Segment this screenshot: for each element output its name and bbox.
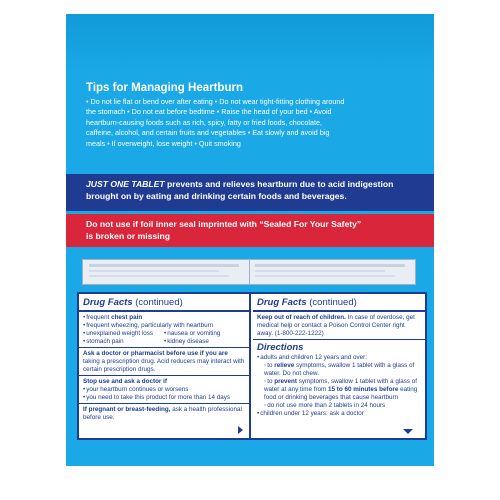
- keep-out-detail: In case of overdose, get medical help or contact a Poison Control Center right away. (1-800-222-1222): [257, 314, 415, 337]
- stop-use-item: • your heartburn continues or worsens: [83, 386, 245, 394]
- keep-out-section: [253, 312, 425, 340]
- stop-use-section: [79, 376, 249, 404]
- box-top-shade: [66, 14, 434, 74]
- symptom-item: • nausea or vomiting: [164, 330, 245, 338]
- flap-divider: [249, 260, 250, 284]
- drug-facts-heading: [253, 294, 425, 312]
- direction-subitem: ◦ do not use more than 2 tablets in 24 hours: [257, 402, 421, 410]
- stop-use-item: • you need to take this product for more than 14 days: [83, 394, 245, 402]
- keep-out-text: [257, 314, 421, 338]
- box-flap: [82, 259, 416, 285]
- keep-out-bold: Keep out of reach of children.: [257, 314, 346, 321]
- flap-ghost-text: [255, 264, 405, 267]
- pregnancy-text: [83, 406, 245, 422]
- heading-continued: (continued): [132, 297, 183, 308]
- tips-line: • Do not lie flat or bend over after eating • Do not wear tight-fitting clothing around: [86, 97, 345, 106]
- pregnancy-section: [79, 404, 249, 423]
- continue-arrow-icon: [238, 426, 243, 434]
- flap-ghost-text: [89, 270, 219, 272]
- pregnancy-bold: If pregnant or breast-feeding,: [83, 406, 171, 413]
- continue-down-arrow-icon: [403, 429, 413, 434]
- symptoms-section: [79, 312, 249, 348]
- directions-title: Directions: [257, 342, 304, 353]
- pregnancy-detail: ask a health professional before use.: [83, 406, 242, 421]
- symptom-row: [83, 330, 245, 338]
- tips-line: the stomach • Do not eat before bedtime • Raise the head of your bed • Avoid: [86, 107, 332, 117]
- symptom-item: • kidney disease: [164, 338, 245, 346]
- ask-doctor-section: [79, 348, 249, 376]
- stop-use-heading: [83, 378, 245, 386]
- ask-doctor-bold: Ask a doctor or pharmacist before use if you are: [83, 350, 228, 357]
- flap-ghost-text: [89, 264, 239, 267]
- claim-line-1-rest: prevents and relieves heartburn due to acid indigestion: [164, 179, 394, 189]
- direction-text: symptoms, swallow 1 tablet with a glass of water at any time from: [264, 378, 418, 393]
- heartburn-tips: [86, 82, 416, 149]
- tips-title: Tips for Managing Heartburn: [86, 82, 243, 94]
- stop-use-bold: Stop use and ask a doctor if: [83, 378, 167, 385]
- directions-section: [253, 340, 425, 418]
- claim-line-1: [86, 178, 414, 190]
- direction-subitem: [257, 362, 421, 378]
- symptom-item: • frequent wheezing, particularly with heartburn: [83, 322, 245, 330]
- drug-facts-left-panel: [79, 294, 251, 438]
- tips-line: heartburn-causing foods such as rich, spicy, fatty or fried foods, chocolate,: [86, 117, 322, 127]
- symptom-item: • unexplained weight loss: [83, 330, 164, 338]
- directions-list: [253, 354, 425, 418]
- direction-item: • adults and children 12 years and over:: [257, 354, 421, 362]
- product-claim-band: [66, 174, 434, 211]
- direction-text: symptoms, swallow 1 tablet with a glass of water. Do not chew.: [264, 362, 415, 377]
- drug-facts-label: [77, 292, 427, 440]
- drug-facts-heading: [79, 294, 249, 312]
- tips-line: caffeine, alcohol, and certain fruits and vegetables • Eat slowly and avoid big: [86, 128, 330, 138]
- symptom-item: [83, 314, 245, 322]
- flap-ghost-text: [89, 275, 229, 277]
- direction-bold: prevent: [274, 378, 297, 385]
- symptom-row: [83, 338, 245, 346]
- drug-facts-right-panel: [253, 294, 425, 438]
- ask-doctor-detail: taking a prescription drug. Acid reducers may interact with certain prescription drugs.: [83, 358, 245, 373]
- tips-line: meals • If overweight, lose weight • Quit smoking: [86, 138, 241, 148]
- direction-text: to: [267, 378, 275, 385]
- symptom-bold: chest pain: [111, 314, 143, 321]
- direction-item: • children under 12 years: ask a doctor: [257, 410, 421, 418]
- symptom-item: • stomach pain: [83, 338, 164, 346]
- direction-bold: 15 to 60 minutes before: [328, 386, 399, 393]
- claim-line-2: brought on by eating and drinking certain foods and beverages.: [86, 191, 347, 201]
- heading-text: Drug Facts: [257, 297, 307, 308]
- safety-seal-warning: [66, 214, 434, 247]
- flap-ghost-text: [255, 275, 395, 277]
- seal-warning-line-2: is broken or missing: [86, 231, 171, 241]
- seal-warning-line-1: Do not use if foil inner seal imprinted with “Sealed For Your Safety”: [86, 219, 362, 229]
- direction-text: to: [267, 362, 275, 369]
- heading-continued: (continued): [306, 297, 357, 308]
- direction-text: eating food or drinking beverages that cause heartburn: [264, 386, 418, 401]
- heading-text: Drug Facts: [83, 297, 133, 308]
- direction-subitem: [257, 378, 421, 402]
- claim-emphasis: JUST ONE TABLET: [86, 179, 165, 189]
- ask-doctor-text: [83, 350, 245, 358]
- flap-ghost-text: [255, 270, 385, 272]
- direction-bold: relieve: [274, 362, 295, 369]
- symptom-text: frequent: [86, 314, 112, 321]
